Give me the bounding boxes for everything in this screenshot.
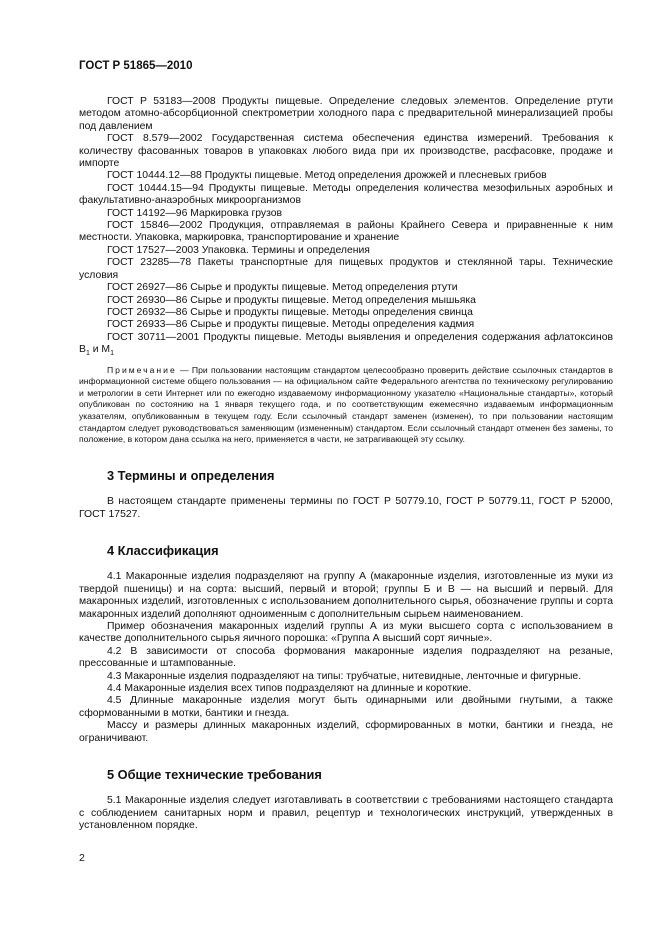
reference-item: ГОСТ 26930—86 Сырье и продукты пищевые. Метод определения мышьяка [107, 294, 476, 306]
reference-item: ГОСТ 23285—78 Пакеты транспортные для пищевых продуктов и стеклянной тары. Технические условия [79, 257, 613, 281]
section-4-paragraph: 4.5 Длинные макаронные изделия могут быть одинарными или двойными гнутыми, а также сформованными в мотки, бантики и гнезда. [79, 695, 613, 719]
reference-item: ГОСТ 26932—86 Сырье и продукты пищевые. Методы определения свинца [107, 306, 473, 318]
document-body [79, 96, 613, 833]
note [79, 365, 613, 446]
subscript: 1 [85, 350, 90, 358]
reference-item: ГОСТ 10444.15—94 Продукты пищевые. Методы определения количества мезофильных аэробных и факультативно-анаэробных микроорганизмов [79, 182, 613, 207]
reference-item: ГОСТ 14192—96 Маркировка грузов [107, 207, 283, 219]
section-4-paragraph: Массу и размеры длинных макаронных изделий, сформированных в мотки, бантики и гнезда, не ограничивают. [79, 720, 613, 744]
reference-item: ГОСТ 15846—2002 Продукция, отправляемая в районы Крайнего Севера и приравненные к ним местности. Упаковка, маркировка, транспортирование и хранение [79, 220, 613, 244]
section-4-paragraph: 4.2 В зависимости от способа формования макаронные изделия подразделяют на резаные, прессованные и штампованные. [79, 645, 613, 670]
reference-item: ГОСТ 8.579—2002 Государственная система обеспечения единства измерений. Требования к количеству фасованных товаров в упаковках любого вида при их производстве, расфасовке, продаже и импорте [79, 133, 613, 170]
note-label: Примечание [107, 364, 177, 375]
reference-item-aflatoxins [79, 332, 613, 361]
reference-item: ГОСТ 17527—2003 Упаковка. Термины и определения [107, 244, 370, 256]
reference-item: ГОСТ 26927—86 Сырье и продукты пищевые. Метод определения ртути [107, 282, 458, 294]
section-5-text: 5.1 Макаронные изделия следует изготавливать в соответствии с требованиями настоящего стандарта с соблюдением санитарных норм и правил, рецептур и технологических инструкций, утвержденных в установленном порядке. [79, 795, 613, 832]
reference-item: ГОСТ Р 53183—2008 Продукты пищевые. Определение следовых элементов. Определение ртути методом атомно-абсорбционной спектрометрии холодного пара с предварительной минерализацией пробы под давлением [79, 96, 613, 132]
page-number: 2 [79, 852, 85, 864]
note-text: — При пользовании настоящим стандартом целесообразно проверить действие ссылочных стандартов в информационной системе общего пользования — на официальном сайте Федерального агентства по техническому регулированию и метрологии в сети Интернет или по ежегодно издаваемому информационному указателю «Национальные стандарты», который опубликован по состоянию на 1 января текущего года, и по соответствующим ежемесячно издаваемым информационным указателям, опубликованным в текущем году. Если ссылочный стандарт заменен (изменен), то при пользовании настоящим стандартом следует руководствоваться заменяющим (измененным) стандартом. Если ссылочный стандарт отменен без замены, то положение, в котором дана ссылка на него, применяется в части, не затрагивающей эту ссылку. [79, 364, 613, 445]
section-3-heading: 3 Термины и определения [107, 467, 275, 483]
ref-text-mid: и М [89, 344, 111, 356]
ref-text: ГОСТ 30711—2001 Продукты пищевые. Методы выявления и определения содержания афлатоксинов В [79, 331, 613, 356]
section-4-paragraph: Пример обозначения макаронных изделий группы А из муки высшего сорта с использованием в качестве дополнительного сырья яичного порошка: «Группа А высший сорт яичные». [79, 621, 613, 645]
subscript: 1 [110, 350, 114, 358]
document-header: ГОСТ Р 51865—2010 [79, 60, 193, 72]
section-4-heading: 4 Классификация [107, 542, 219, 558]
section-4-paragraph: 4.1 Макаронные изделия подразделяют на группу А (макаронные изделия, изготовленные из муки из твердой пшеницы) и на сорта: высший, первый и второй; группы Б и В — на высший и первый. Для макаронных изделий, изготовленных с использованием дополнительного сырья, обозначение группы и сорта макаронных изделий дополняют одноименным с дополнительным сырьем наименованием. [79, 571, 613, 620]
section-5-heading: 5 Общие технические требования [107, 767, 322, 783]
section-4-paragraph: 4.4 Макаронные изделия всех типов подразделяют на длинные и короткие. [107, 683, 472, 695]
section-4-paragraph: 4.3 Макаронные изделия подразделяют на типы: трубчатые, нитевидные, ленточные и фигурные. [107, 670, 582, 682]
section-3-text: В настоящем стандарте применены термины по ГОСТ Р 50779.10, ГОСТ Р 50779.11, ГОСТ Р 52000, ГОСТ 17527. [79, 496, 613, 520]
reference-item: ГОСТ 10444.12—88 Продукты пищевые. Метод определения дрожжей и плесневых грибов [107, 170, 547, 182]
reference-list [79, 96, 613, 361]
reference-item: ГОСТ 26933—86 Сырье и продукты пищевые. Методы определения кадмия [107, 319, 475, 331]
